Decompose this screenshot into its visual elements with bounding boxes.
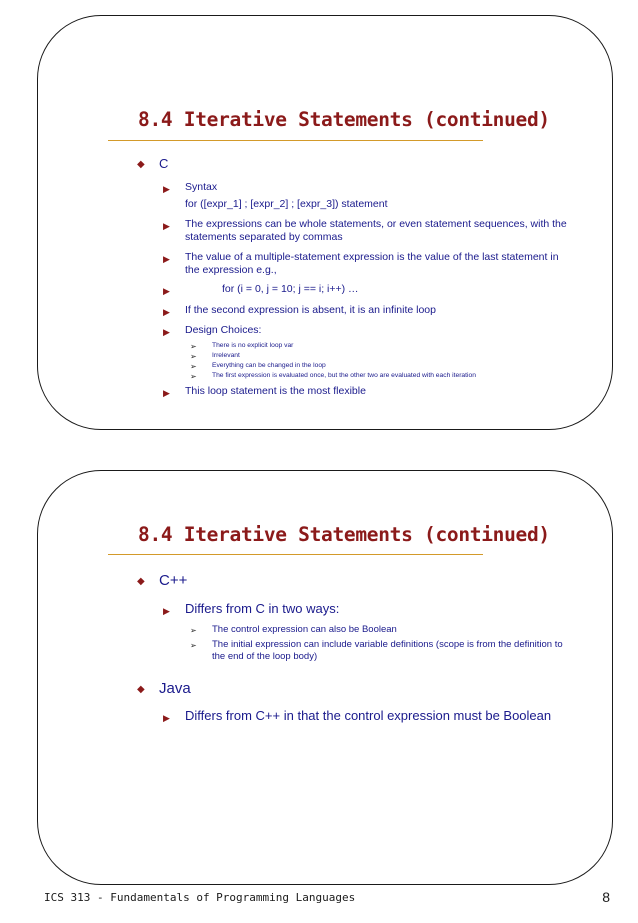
arrowhead-bullet-icon: ➢ — [190, 371, 197, 381]
triangle-bullet-icon: ▶ — [163, 184, 170, 194]
design-choice-item — [137, 361, 572, 371]
sub-item-text: If the second expression is absent, it is an infinite loop — [185, 303, 436, 316]
title-underline — [108, 554, 483, 555]
sub-item-text: The expressions can be whole statements, or even statement sequences, with the statements separated by commas — [185, 218, 567, 243]
sub-item-text: for (i = 0, j = 10; j == i; i++) … — [222, 283, 359, 295]
footer-course-title: ICS 313 - Fundamentals of Programming Languages — [44, 891, 356, 904]
design-choice-text: There is no explicit loop var — [212, 341, 294, 349]
design-choice-text: The first expression is evaluated once, but the other two are evaluated with each iteration — [212, 371, 476, 379]
diamond-bullet-icon: ◆ — [137, 576, 145, 587]
arrowhead-bullet-icon: ➢ — [190, 341, 197, 351]
triangle-bullet-icon: ▶ — [163, 327, 170, 337]
sub-item-text: Syntax — [185, 181, 218, 193]
cpp-point-text: The initial expression can include variable definitions (scope is from the definition to the end of the loop body) — [212, 639, 563, 662]
slide-title: 8.4 Iterative Statements (continued) — [138, 523, 550, 546]
sub-item-cpp-diff — [137, 600, 572, 617]
design-choice-text: Irrelevant — [212, 351, 240, 359]
triangle-bullet-icon: ▶ — [163, 606, 170, 616]
triangle-bullet-icon: ▶ — [163, 254, 170, 264]
bullet-item-c — [137, 156, 572, 171]
title-underline — [108, 140, 483, 141]
arrowhead-bullet-icon: ➢ — [190, 361, 197, 371]
arrowhead-bullet-icon: ➢ — [190, 351, 197, 361]
cpp-point-item — [137, 624, 572, 636]
cpp-point-text: The control expression can also be Boolean — [212, 624, 397, 635]
sub-item-java-diff — [137, 707, 572, 724]
sub-item-text: The value of a multiple-statement expression is the value of the last statement in the expression e.g., — [185, 251, 559, 276]
slide-frame-2 — [37, 470, 613, 885]
page-number: 8 — [602, 889, 610, 905]
triangle-bullet-icon: ▶ — [163, 387, 170, 398]
arrowhead-bullet-icon: ➢ — [190, 641, 197, 650]
triangle-bullet-icon: ▶ — [163, 713, 170, 723]
triangle-bullet-icon: ▶ — [163, 221, 170, 231]
sub-item-text: Design Choices: — [185, 324, 262, 336]
triangle-bullet-icon: ▶ — [163, 286, 170, 296]
slide-title: 8.4 Iterative Statements (continued) — [138, 108, 550, 131]
bullet-item-java — [137, 680, 572, 697]
sub-item-design-choices — [137, 324, 572, 337]
diamond-bullet-icon: ◆ — [137, 159, 145, 170]
sub-item-syntax — [137, 181, 572, 194]
slide-content — [137, 156, 572, 397]
design-choice-item — [137, 371, 572, 381]
sub-item-text: Differs from C in two ways: — [185, 601, 340, 616]
design-choice-item — [137, 351, 572, 361]
sub-item-example — [137, 283, 572, 296]
cpp-point-item — [137, 639, 572, 663]
sub-item-text: This loop statement is the most flexible — [185, 384, 366, 397]
triangle-bullet-icon: ▶ — [163, 306, 170, 317]
diamond-bullet-icon: ◆ — [137, 684, 145, 695]
bullet-text: C++ — [159, 572, 188, 589]
design-choice-text: Everything can be changed in the loop — [212, 361, 326, 369]
bullet-item-cpp — [137, 572, 572, 589]
sub-item-absent — [137, 304, 572, 317]
design-choice-item — [137, 341, 572, 351]
arrowhead-bullet-icon: ➢ — [190, 626, 197, 635]
bullet-text: C — [159, 156, 169, 171]
slide-content — [137, 572, 572, 724]
sub-item-whole-statements — [137, 218, 572, 243]
slide-frame-1 — [37, 15, 613, 430]
sub-item-text: Differs from C++ in that the control expression must be Boolean — [185, 708, 552, 723]
sub-item-value — [137, 251, 572, 276]
bullet-text: Java — [159, 680, 191, 697]
sub-item-flexible — [137, 385, 572, 398]
syntax-code: for ([expr_1] ; [expr_2] ; [expr_3]) statement — [185, 197, 388, 210]
